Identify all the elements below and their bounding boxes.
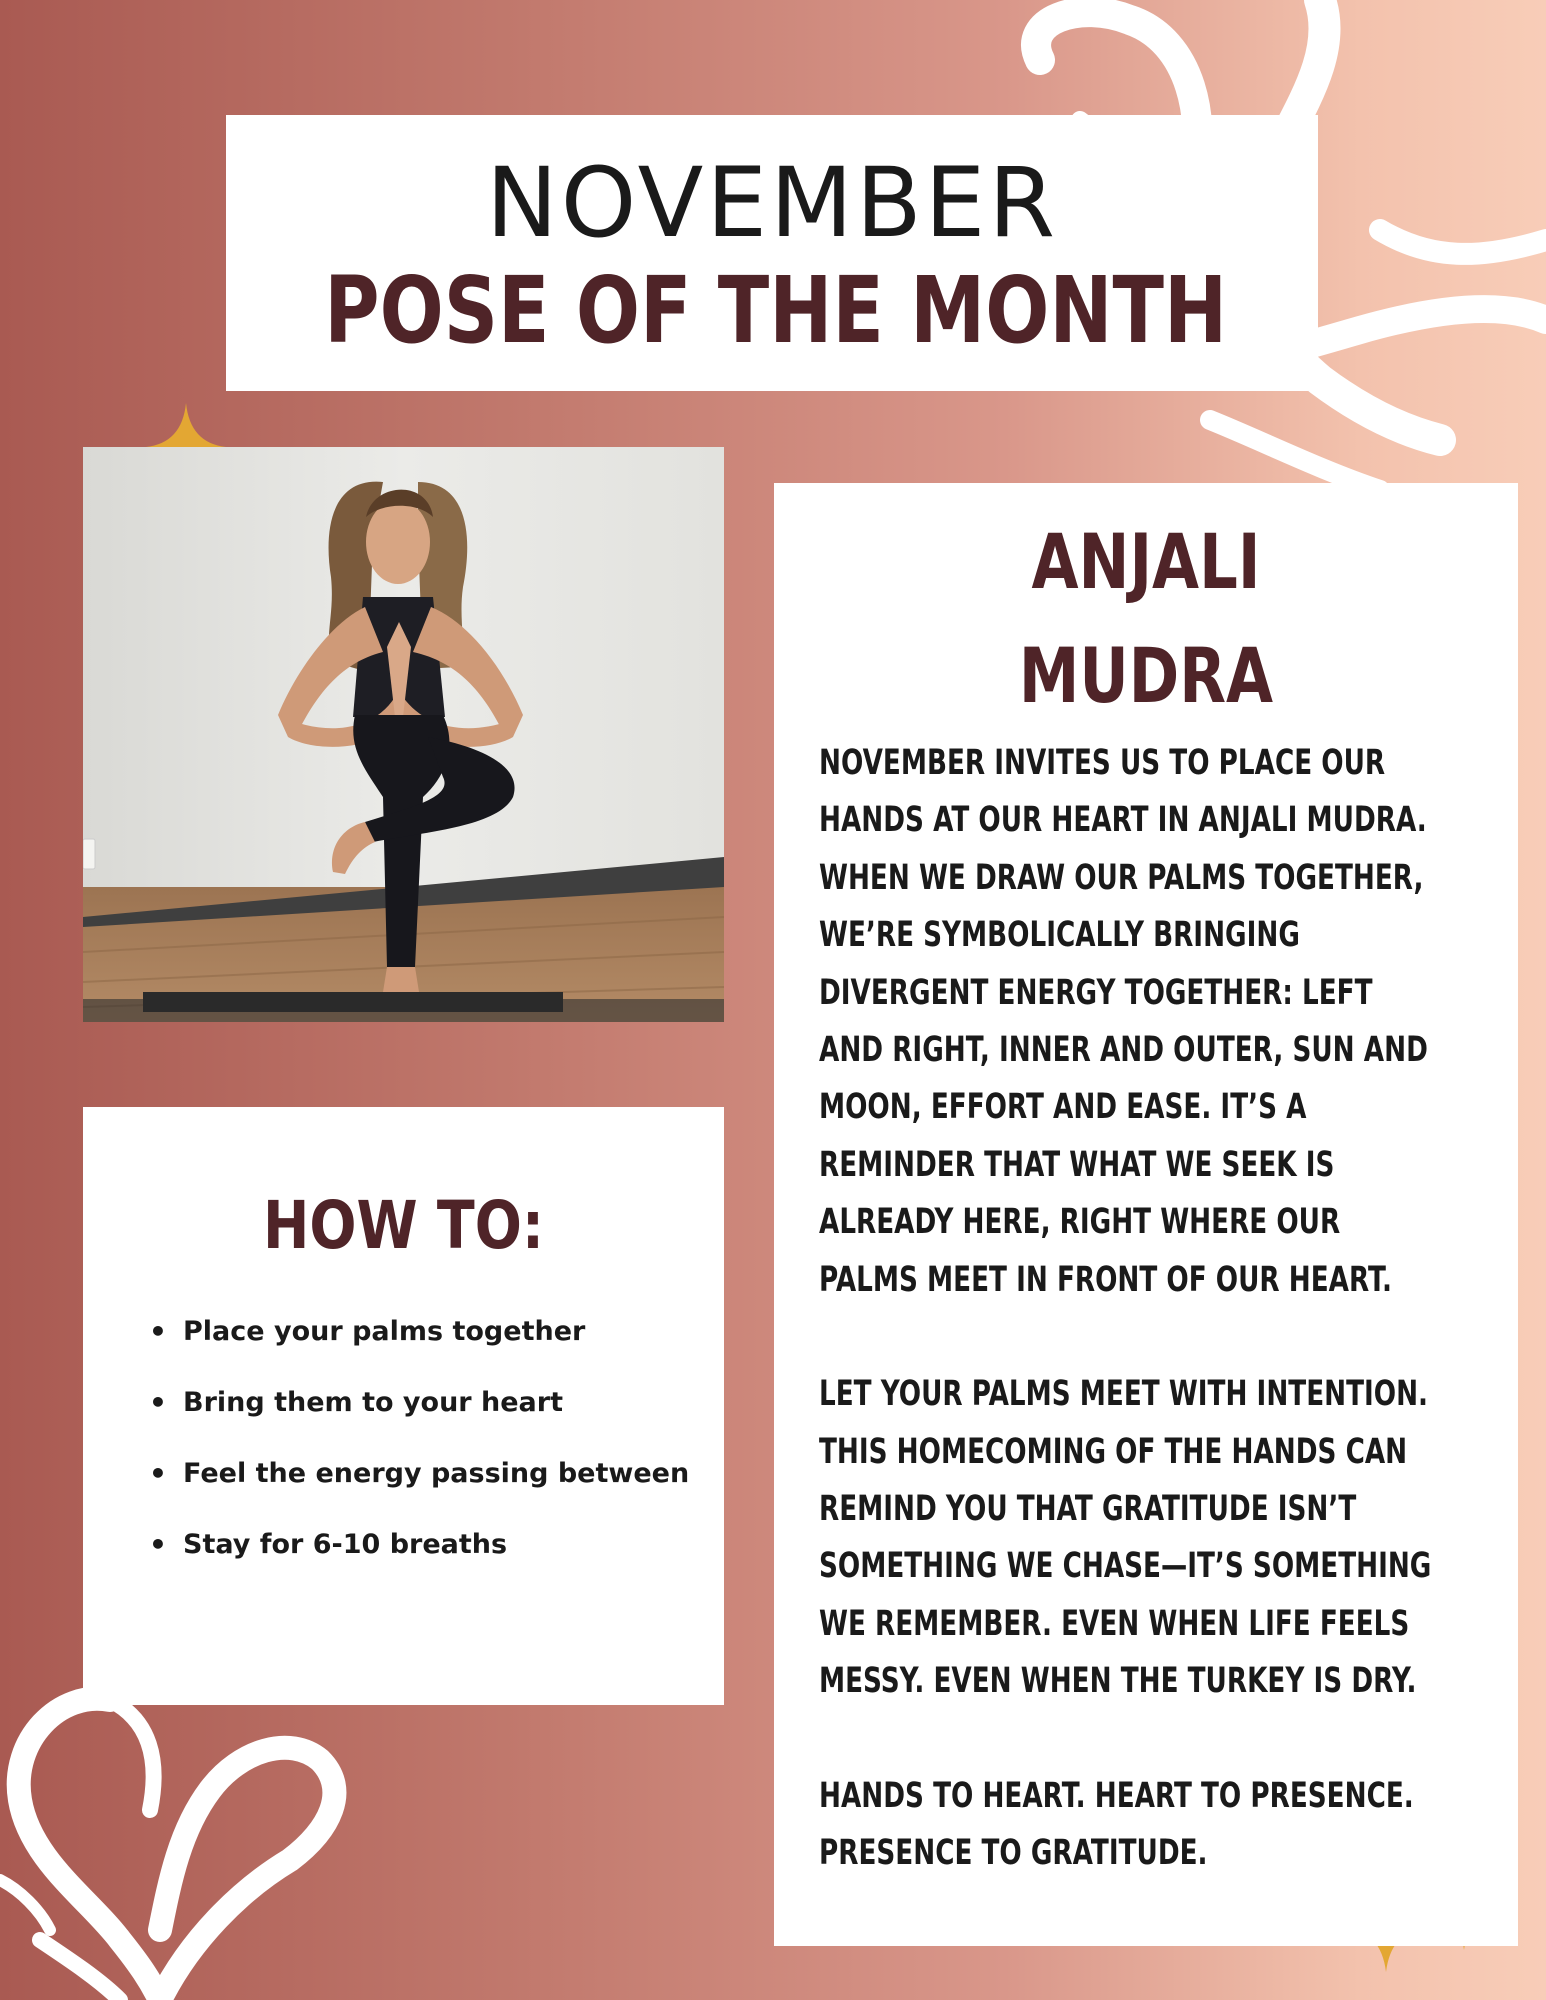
description-text [819, 735, 1494, 1883]
description-card [774, 483, 1518, 1946]
how-to-step: • Stay for 6-10 breaths [149, 1527, 689, 1598]
paragraph-gap [819, 1711, 1494, 1768]
description-line: WE REMEMBER. EVEN WHEN LIFE FEELS [819, 1603, 1410, 1644]
description-line: AND RIGHT, INNER AND OUTER, SUN AND [819, 1029, 1428, 1070]
how-to-card [83, 1107, 724, 1705]
description-line: WHEN WE DRAW OUR PALMS TOGETHER, [819, 857, 1424, 898]
description-line: MESSY. EVEN WHEN THE TURKEY IS DRY. [819, 1661, 1417, 1702]
description-line: REMINDER THAT WHAT WE SEEK IS [819, 1144, 1335, 1185]
description-line: MOON, EFFORT AND EASE. IT’S A [819, 1087, 1307, 1128]
title-card [226, 115, 1318, 391]
description-line: HANDS TO HEART. HEART TO PRESENCE. [819, 1776, 1414, 1817]
title-month: NOVEMBER [485, 147, 1059, 259]
how-to-step: • Feel the energy passing between [149, 1456, 689, 1527]
description-line: DIVERGENT ENERGY TOGETHER: LEFT [819, 972, 1373, 1013]
description-line: NOVEMBER INVITES US TO PLACE OUR [819, 743, 1386, 783]
description-line: PALMS MEET IN FRONT OF OUR HEART. [819, 1259, 1392, 1300]
description-line: HANDS AT OUR HEART IN ANJALI MUDRA. [819, 800, 1427, 841]
how-to-step: • Place your palms together [149, 1314, 689, 1385]
how-to-step: • Bring them to your heart [149, 1385, 689, 1456]
description-line: SOMETHING WE CHASE—IT’S SOMETHING [819, 1546, 1432, 1587]
decorative-brush-heart-bottom-left [0, 1680, 380, 2000]
paragraph-gap [819, 1309, 1494, 1366]
pose-photo [83, 447, 724, 1022]
description-line: WE’RE SYMBOLICALLY BRINGING [819, 915, 1300, 956]
description-line: LET YOUR PALMS MEET WITH INTENTION. [819, 1374, 1429, 1415]
description-line: ALREADY HERE, RIGHT WHERE OUR [819, 1202, 1341, 1243]
pose-name-line: MUDRA [1018, 631, 1274, 720]
how-to-steps-list [149, 1314, 689, 1598]
pose-name-line: ANJALI [1031, 517, 1261, 606]
pose-photo-illustration [83, 447, 724, 1022]
how-to-heading: HOW TO: [262, 1187, 545, 1264]
description-line: REMIND YOU THAT GRATITUDE ISN’T [819, 1489, 1357, 1530]
page-title: POSE OF THE MONTH [324, 257, 1228, 364]
description-line: PRESENCE TO GRATITUDE. [819, 1833, 1208, 1874]
pose-name [848, 505, 1443, 733]
description-line: THIS HOMECOMING OF THE HANDS CAN [819, 1431, 1408, 1472]
